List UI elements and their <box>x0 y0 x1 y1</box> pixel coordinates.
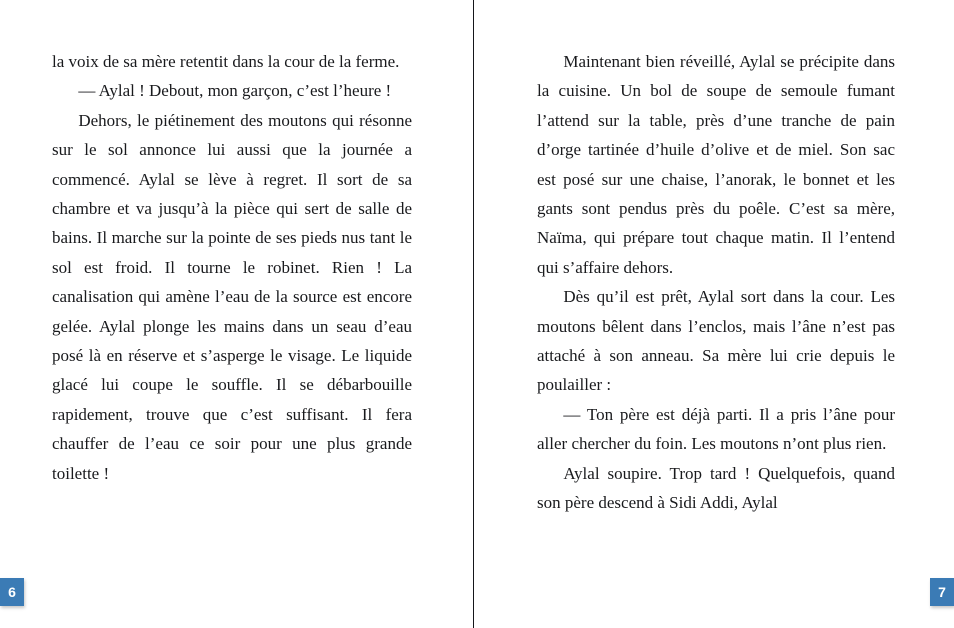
paragraph: Dehors, le piétinement des moutons qui résonne sur le sol annonce lui aussi que la journée a commencé. Aylal se lève à regret. Il sort de sa chambre et va jusqu’à la pièce qui sert de salle de bains. Il marche sur la pointe de ses pieds nus tant le sol est froid. Il tourne le robinet. Rien ! La canalisation qui amène l’eau de la source est encore gelée. Aylal plonge les mains dans un seau d’eau posé là en réserve et s’asperge le visage. Le liquide glacé lui coupe le souffle. Il se débarbouille rapidement, trouve que c’est suffisant. Il fera chauffer de l’eau ce soir pour une plus grande toilette ! <box>52 110 412 483</box>
page-number-badge-left[interactable]: 6 <box>0 578 24 606</box>
paragraph: la voix de sa mère retentit dans la cour de la ferme. <box>52 52 400 71</box>
page-left-text-column <box>52 47 412 488</box>
paragraph: — Ton père est déjà parti. Il a pris l’âne pour aller chercher du foin. Les moutons n’ont plus rien. <box>537 404 895 454</box>
paragraph: Maintenant bien réveillé, Aylal se précipite dans la cuisine. Un bol de soupe de semoule fumant l’attend sur la table, près d’une tranche de pain d’orge tartinée d’huile d’olive et de miel. Son sac est posé sur une chaise, l’anorak, le bonnet et les gants sont pendus près du poêle. C’est sa mère, Naïma, qui prépare tout chaque matin. Il l’entend qui s’affaire dehors. <box>537 52 895 277</box>
page-number-badge-right[interactable]: 7 <box>930 578 954 606</box>
page-right[interactable] <box>477 0 954 628</box>
paragraph: Aylal soupire. Trop tard ! Quelquefois, quand son père descend à Sidi Addi, Aylal <box>537 463 895 513</box>
paragraph: Dès qu’il est prêt, Aylal sort dans la cour. Les moutons bêlent dans l’enclos, mais l’âne n’est pas attaché à son anneau. Sa mère lui crie depuis le poulailler : <box>537 287 895 395</box>
page-right-text-column <box>537 47 895 518</box>
paragraph: — Aylal ! Debout, mon garçon, c’est l’heure ! <box>78 81 392 101</box>
page-gutter-divider <box>473 0 474 628</box>
